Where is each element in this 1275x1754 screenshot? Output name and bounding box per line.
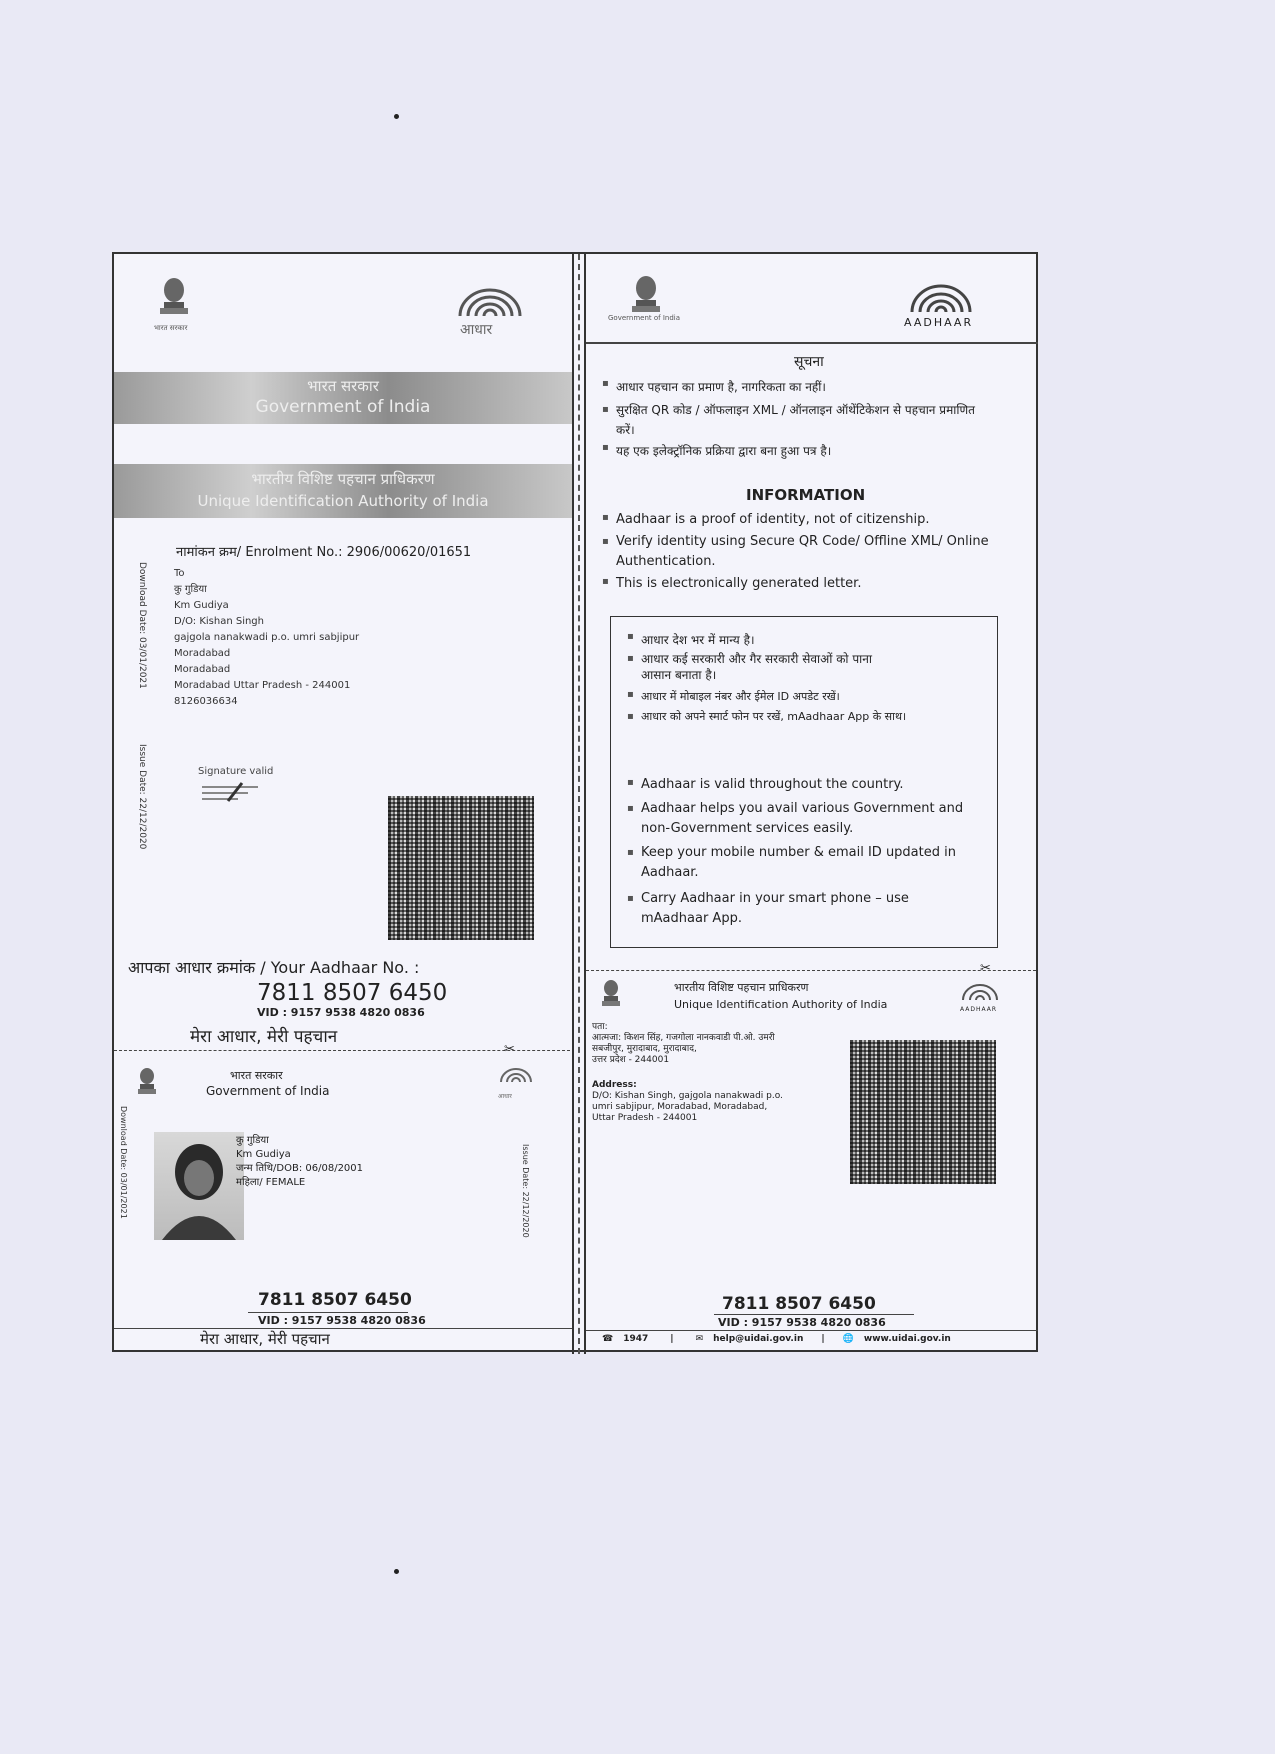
card-holder-details: कु गुडिया Km Gudiya जन्म तिथि/DOB: 06/08/2001 महिला/ FEMALE <box>236 1135 364 1188</box>
card-tagline: मेरा आधार, मेरी पहचान <box>200 1330 330 1348</box>
vid-number: VID : 9157 9538 4820 0836 <box>257 1006 425 1019</box>
aadhaar-letter-sheet <box>112 252 1038 1352</box>
box-hindi-3: ▪ आधार में मोबाइल नंबर और ईमेल ID अपडेट रखें। <box>641 689 981 704</box>
card-gov-english: Government of India <box>206 1084 330 1098</box>
website-link[interactable]: www.uidai.gov.in <box>863 1334 951 1344</box>
download-date: Download Date: 03/01/2021 <box>137 562 147 689</box>
card-download-date: Download Date: 03/01/2021 <box>119 1106 128 1219</box>
help-email[interactable]: help@uidai.gov.in <box>713 1334 804 1344</box>
english-info-1: ▪ Aadhaar is a proof of identity, not of citizenship. <box>616 512 1016 527</box>
info-box <box>610 616 998 948</box>
right-emblem-label: Government of India <box>608 314 681 322</box>
contact-footer: ☎ 1947 | ✉ help@uidai.gov.in | 🌐 www.uidai.gov.in <box>602 1334 951 1344</box>
back-card-emblem-icon <box>600 978 622 1014</box>
speck <box>394 1569 399 1574</box>
gov-banner: भारत सरकार Government of India <box>114 372 572 424</box>
hindi-info-3: ▪ यह एक इलेक्ट्रॉनिक प्रक्रिया द्वारा बना हुआ पत्र है। <box>616 442 1016 459</box>
back-english-address: Address: D/O: Kishan Singh, gajgola nanakwadi p.o. umri sabjipur, Moradabad, Moradabad, Uttar Pradesh - 244001 <box>592 1080 783 1123</box>
right-cut-line <box>586 970 1036 971</box>
speck <box>394 114 399 119</box>
ashoka-emblem-icon: भारत सरकार <box>154 276 194 333</box>
box-english-2: ▪ Aadhaar helps you avail various Government and non-Government services easily. <box>641 799 971 839</box>
information-title: INFORMATION <box>746 486 866 504</box>
card-gov-hindi: भारत सरकार <box>230 1069 283 1082</box>
back-aadhaar-number: 7811 8507 6450 <box>722 1294 876 1314</box>
english-info-2: ▪ Verify identity using Secure QR Code/ Offline XML/ Online Authentication. <box>616 532 1016 572</box>
hindi-info-1: ▪ आधार पहचान का प्रमाण है, नागरिकता का नहीं। <box>616 378 1016 395</box>
helpline-number: 1947 <box>623 1334 649 1344</box>
rule <box>714 1314 914 1315</box>
page-divider <box>572 254 586 1354</box>
email-icon: ✉ <box>695 1334 704 1344</box>
signature-valid: Signature valid <box>198 766 273 808</box>
box-english-1: ▪ Aadhaar is valid throughout the country. <box>641 777 981 792</box>
card-issue-date: Issue Date: 22/12/2020 <box>521 1144 530 1238</box>
uidai-banner: भारतीय विशिष्ट पहचान प्राधिकरण Unique Identification Authority of India <box>114 464 572 518</box>
issue-date: Issue Date: 22/12/2020 <box>137 744 147 850</box>
enrolment-number: नामांकन क्रम/ Enrolment No.: 2906/00620/01651 <box>176 545 472 560</box>
rule <box>586 342 1038 344</box>
scissors-icon: ✂ <box>504 1042 515 1057</box>
cut-line <box>114 1050 570 1051</box>
card-aadhaar-logo-icon: आधार <box>498 1066 534 1100</box>
back-uidai-hindi: भारतीय विशिष्ट पहचान प्राधिकरण <box>674 981 809 994</box>
card-emblem-icon <box>136 1066 158 1102</box>
back-qr-code <box>850 1040 996 1184</box>
box-english-4: ▪ Carry Aadhaar in your smart phone – use mAadhaar App. <box>641 889 971 929</box>
back-hindi-address: पता: आत्मजा: किशन सिंह, गजगोला नानकवाडी पी.ओ. उमरी सबजीपुर, मुरादाबाद, मुरादाबाद, उत्तर प्रदेश - 244001 <box>592 1022 775 1065</box>
signature-check-icon <box>198 777 268 805</box>
hindi-info-2: ▪ सुरक्षित QR कोड / ऑफलाइन XML / ऑनलाइन ऑथेंटिकेशन से पहचान प्रमाणित करें। <box>616 400 996 440</box>
recipient-address: To कु गुडिया Km Gudiya D/O: Kishan Singh gajgola nanakwadi p.o. umri sabjipur Moradabad Moradabad Moradabad Uttar Pradesh - 244001 8126036634 <box>174 568 360 707</box>
box-hindi-2: ▪ आधार कई सरकारी और गैर सरकारी सेवाओं को पाना आसान बनाता है। <box>641 651 891 683</box>
box-hindi-4: ▪ आधार को अपने स्मार्ट फोन पर रखें, mAadhaar App के साथ। <box>641 709 951 725</box>
back-vid-number: VID : 9157 9538 4820 0836 <box>718 1316 886 1329</box>
rule <box>586 1330 1038 1331</box>
back-aadhaar-logo-icon: AADHAAR <box>960 982 1000 1013</box>
qr-code <box>388 796 534 940</box>
card-aadhaar-number: 7811 8507 6450 <box>258 1290 412 1310</box>
back-uidai-english: Unique Identification Authority of India <box>674 998 888 1011</box>
box-hindi-1: ▪ आधार देश भर में मान्य है। <box>641 631 981 648</box>
card-vid-number: VID : 9157 9538 4820 0836 <box>258 1314 426 1327</box>
globe-icon: 🌐 <box>842 1334 854 1344</box>
tagline: मेरा आधार, मेरी पहचान <box>190 1027 338 1047</box>
holder-photo <box>154 1132 244 1240</box>
right-aadhaar-logo-icon: AADHAAR <box>906 278 976 320</box>
box-english-3: ▪ Keep your mobile number & email ID updated in Aadhaar. <box>641 843 971 883</box>
aadhaar-fingerprint-logo-icon: आधार <box>454 286 526 334</box>
aadhaar-number-label: आपका आधार क्रमांक / Your Aadhaar No. : <box>128 958 420 977</box>
phone-icon: ☎ <box>602 1334 614 1344</box>
rule <box>248 1312 408 1313</box>
rule <box>114 1328 572 1329</box>
right-scissors-icon: ✂ <box>980 961 991 976</box>
english-info-3: ▪ This is electronically generated letter. <box>616 576 1016 591</box>
aadhaar-number: 7811 8507 6450 <box>257 980 448 1006</box>
suchna-title: सूचना <box>794 354 824 370</box>
